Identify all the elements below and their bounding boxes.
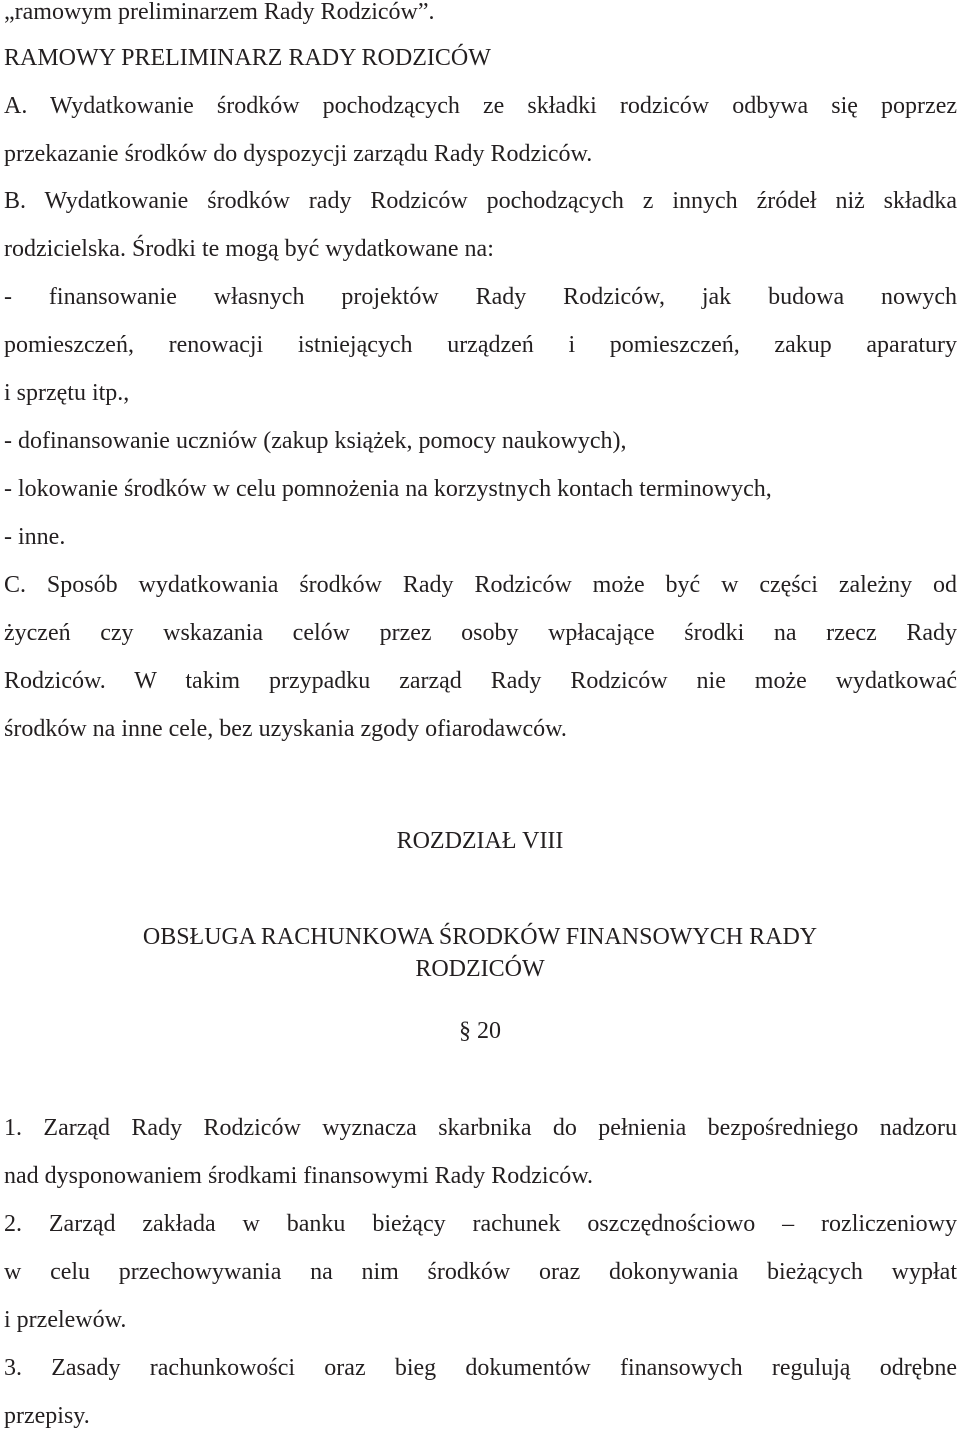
point-2-line-2: w celu przechowywania na nim środków oraz dokonywania bieżących wypłat xyxy=(4,1259,957,1285)
preliminary-title: RAMOWY PRELIMINARZ RADY RODZICÓW xyxy=(4,45,491,71)
paragraph-symbol: § xyxy=(459,1018,471,1044)
point-3-line-2: przepisy. xyxy=(4,1403,90,1429)
point-1-line-2: nad dysponowaniem środkami finansowymi Rady Rodziców. xyxy=(4,1163,594,1189)
paragraph-heading xyxy=(0,1016,960,1046)
section-b-item-2: - dofinansowanie uczniów (zakup książek, pomocy naukowych), xyxy=(4,428,627,454)
section-b-item-3: - lokowanie środków w celu pomnożenia na korzystnych kontach terminowych, xyxy=(4,476,772,502)
point-2-line-1: 2. Zarząd zakłada w banku bieżący rachunek oszczędnościowo – rozliczeniowy xyxy=(4,1211,957,1237)
section-c-line-2: życzeń czy wskazania celów przez osoby wpłacające środki na rzecz Rady xyxy=(4,620,957,646)
section-c-line-3: Rodziców. W takim przypadku zarząd Rady Rodziców nie może wydatkować xyxy=(4,668,957,694)
chapter-title-line-2: RODZICÓW xyxy=(415,956,545,982)
intro-line: „ramowym preliminarzem Rady Rodziców”. xyxy=(4,0,435,25)
section-a-line-2: przekazanie środków do dyspozycji zarządu Rady Rodziców. xyxy=(4,141,593,167)
section-b-line-2: rodzicielska. Środki te mogą być wydatkowane na: xyxy=(4,236,494,262)
section-c-line-1: C. Sposób wydatkowania środków Rady Rodziców może być w części zależny od xyxy=(4,572,957,598)
chapter-number: ROZDZIAŁ VIII xyxy=(396,828,564,854)
section-b-item-1-line-2: pomieszczeń, renowacji istniejących urządzeń i pomieszczeń, zakup aparatury xyxy=(4,332,957,358)
chapter-title-line-1: OBSŁUGA RACHUNKOWA ŚRODKÓW FINANSOWYCH RADY xyxy=(142,924,818,950)
section-b-item-1-line-1: - finansowanie własnych projektów Rady Rodziców, jak budowa nowych xyxy=(4,284,957,310)
point-3-line-1: 3. Zasady rachunkowości oraz bieg dokumentów finansowych regulują odrębne xyxy=(4,1355,957,1381)
paragraph-number: 20 xyxy=(477,1018,501,1044)
section-b-item-1-line-3: i sprzętu itp., xyxy=(4,380,130,406)
section-a-line-1: A. Wydatkowanie środków pochodzących ze składki rodziców odbywa się poprzez xyxy=(4,93,957,119)
section-c-line-4: środków na inne cele, bez uzyskania zgody ofiarodawców. xyxy=(4,716,567,742)
section-b-item-4: - inne. xyxy=(4,524,66,550)
section-b-line-1: B. Wydatkowanie środków rady Rodziców pochodzących z innych źródeł niż składka xyxy=(4,188,957,214)
point-1-line-1: 1. Zarząd Rady Rodziców wyznacza skarbnika do pełnienia bezpośredniego nadzoru xyxy=(4,1115,957,1141)
point-2-line-3: i przelewów. xyxy=(4,1307,127,1333)
